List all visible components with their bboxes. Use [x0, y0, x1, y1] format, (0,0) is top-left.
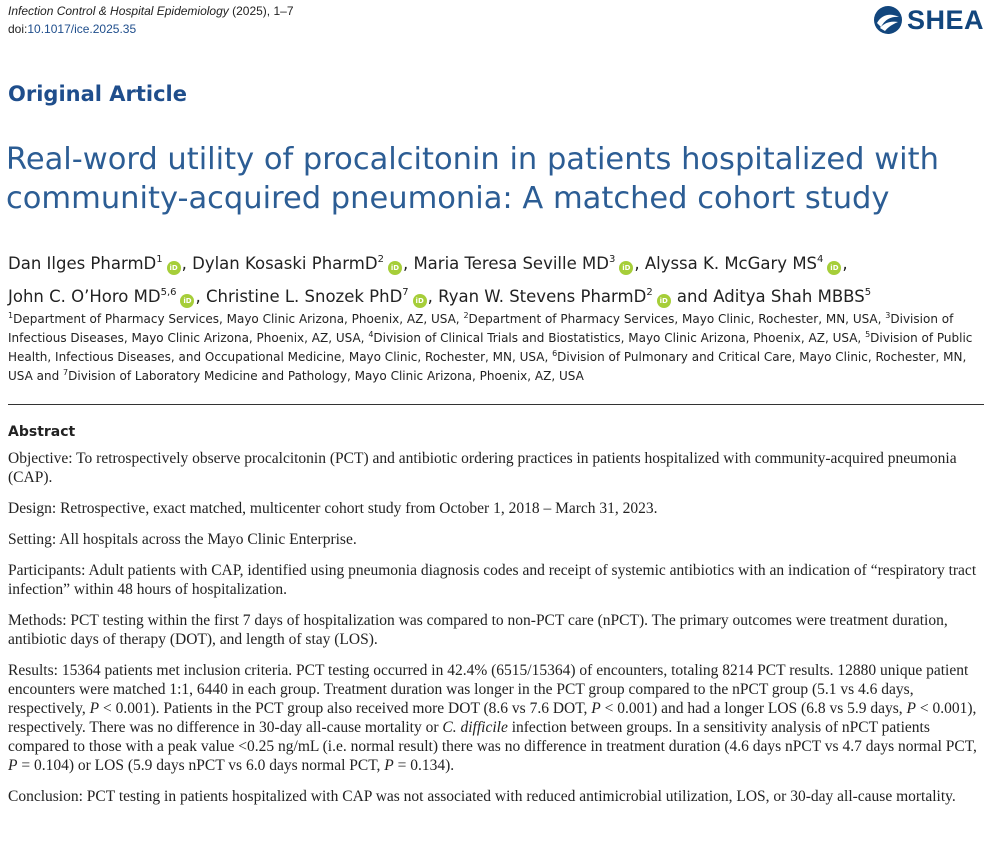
affiliation: Division of Laboratory Medicine and Pathology, Mayo Clinic Arizona, Phoenix, AZ, USA [68, 369, 584, 383]
affiliation: Department of Pharmacy Services, Mayo Clinic Arizona, Phoenix, AZ, USA, [13, 312, 464, 326]
author: Maria Teresa Seville $MD^3$ [413, 254, 616, 273]
journal-line [8, 2, 294, 20]
abstract-participants: Participants: Adult patients with CAP, identified using pneumonia diagnosis codes and receipt of systemic antibiotics with an indication of “respiratory tract infection” within 48 hours of hospitalization. [8, 562, 977, 598]
author: Christine L. Snozek PhD$^7$ [205, 287, 409, 306]
orcid-icon[interactable]: iD [657, 294, 671, 308]
doi-link[interactable]: 10.1017/ice.2025.35 [27, 22, 137, 36]
orcid-icon[interactable]: iD [619, 261, 633, 275]
journal-meta: (2025), 1–7 [228, 4, 294, 18]
orcid-icon[interactable]: iD [413, 294, 427, 308]
orcid-icon[interactable]: iD [167, 261, 181, 275]
author: Alyssa K. McGary $MS^4$ [644, 254, 824, 273]
affiliation: Division of Clinical Trials and Biostatistics, Mayo Clinic Arizona, Phoenix, AZ, USA, [373, 331, 866, 345]
journal-citation [8, 2, 294, 38]
logo-text: SHEA [906, 4, 984, 35]
affiliation: Department of Pharmacy Services, Mayo Clinic, Rochester, MN, USA, [468, 312, 886, 326]
affiliations: $^1$Department of Pharmacy Services, Mayo Clinic Arizona, Phoenix, AZ, USA, $^2$Department of Pharmacy Services, Mayo Clinic, Rochester, MN, USA, $^3$Division of Infectious Diseases, Mayo Clinic Arizona, Phoenix, AZ, USA, $^4$Division of Clinical Trials and Biostatistics, Mayo Clinic Arizona, Phoenix, AZ, USA, $^5$Division of Public Health, Infectious Diseases, and Occupational Medicine, Mayo Clinic, Rochester, MN, USA, $^6$Division of Pulmonary and Critical Care, Mayo Clinic, Rochester, MN, USA and $^7$Division of Laboratory Medicine and Pathology, Mayo Clinic Arizona, Phoenix, AZ, USA [8, 311, 973, 383]
author-list: Dan Ilges PharmD$^1$iD , Dylan Kosaski PharmD$^2$iD , Maria Teresa Seville $MD^3iD$ , Alyssa K. McGary $MS^4iD$ , John C. O’Horo MD$^{5,6}$iD , Christine L. Snozek PhD$^7$iD , Ryan W. Stevens PharmD$^2$iD and Aditya Shah MBBS$^5$ [8, 254, 872, 306]
doi-line [8, 20, 294, 38]
abstract-methods: Methods: PCT testing within the first 7 days of hospitalization was compared to non-PCT care (nPCT). The primary outcomes were treatment duration, antibiotic days of therapy (DOT), and length of stay (LOS). [8, 612, 948, 648]
orcid-icon[interactable]: iD [388, 261, 402, 275]
abstract-design: Design: Retrospective, exact matched, multicenter cohort study from October 1, 2018 – March 31, 2023. [8, 500, 658, 517]
affiliation: Division of Public Health, Infectious Diseases, and Occupational Medicine, Mayo Clinic, Rochester, MN, USA, [8, 331, 973, 364]
abstract-setting: Setting: All hospitals across the Mayo Clinic Enterprise. [8, 531, 357, 548]
author: Dan Ilges PharmD$^1$ [8, 254, 163, 273]
orcid-icon[interactable]: iD [827, 261, 841, 275]
article-title: Real-word utility of procalcitonin in patients hospitalized with community-acquired pneumonia: A matched cohort study [6, 142, 939, 216]
doi-prefix: doi: [8, 22, 28, 36]
abstract-results: Results: 15364 patients met inclusion criteria. PCT testing occurred in 42.4% (6515/15364) of encounters, totaling 8214 PCT results. 12880 unique patient encounters were matched 1:1, 6440 in each group. Treatment duration was longer in the PCT group compared to the nPCT group (5.1 vs 4.6 days, respectively, P < 0.001). Patients in the PCT group also received more DOT (8.6 vs 7.6 DOT, P < 0.001) and had a longer LOS (6.8 vs 5.9 days, P < 0.001), respectively. There was no difference in 30-day all-cause mortality or C. difficile infection between groups. In a sensitivity analysis of nPCT patients compared to those with a peak value <0.25 ng/mL (i.e. normal result) there was no difference in treatment duration (4.6 days nPCT vs 4.7 days normal PCT, P = 0.104) or LOS (5.9 days nPCT vs 6.0 days normal PCT, P = 0.134). [8, 662, 977, 774]
article-type: Original Article [8, 82, 188, 106]
affiliation: Division of Infectious Diseases, Mayo Clinic Arizona, Phoenix, AZ, USA, [8, 312, 954, 345]
author: Ryan W. Stevens PharmD$^2$ [438, 287, 653, 306]
author: Dylan Kosaski PharmD$^2$ [192, 254, 384, 273]
orcid-icon[interactable]: iD [180, 294, 194, 308]
shea-logo[interactable] [873, 4, 984, 36]
abstract-conclusion: Conclusion: PCT testing in patients hospitalized with CAP was not associated with reduced antimicrobial utilization, LOS, or 30-day all-cause mortality. [8, 788, 956, 805]
affiliation: Division of Pulmonary and Critical Care, Mayo Clinic, Rochester, MN, USA and [8, 350, 967, 383]
journal-name: Infection Control & Hospital Epidemiology [8, 4, 229, 18]
shea-logo-icon [873, 5, 903, 35]
abstract-heading: Abstract [8, 424, 76, 440]
author: Aditya Shah MBBS$^5$ [713, 287, 872, 306]
abstract-objective: Objective: To retrospectively observe procalcitonin (PCT) and antibiotic ordering practices in patients hospitalized with community-acquired pneumonia (CAP). [8, 450, 957, 486]
abstract-body [8, 449, 988, 818]
section-divider [8, 404, 984, 405]
author: John C. O’Horo MD$^{5,6}$ [8, 287, 177, 306]
